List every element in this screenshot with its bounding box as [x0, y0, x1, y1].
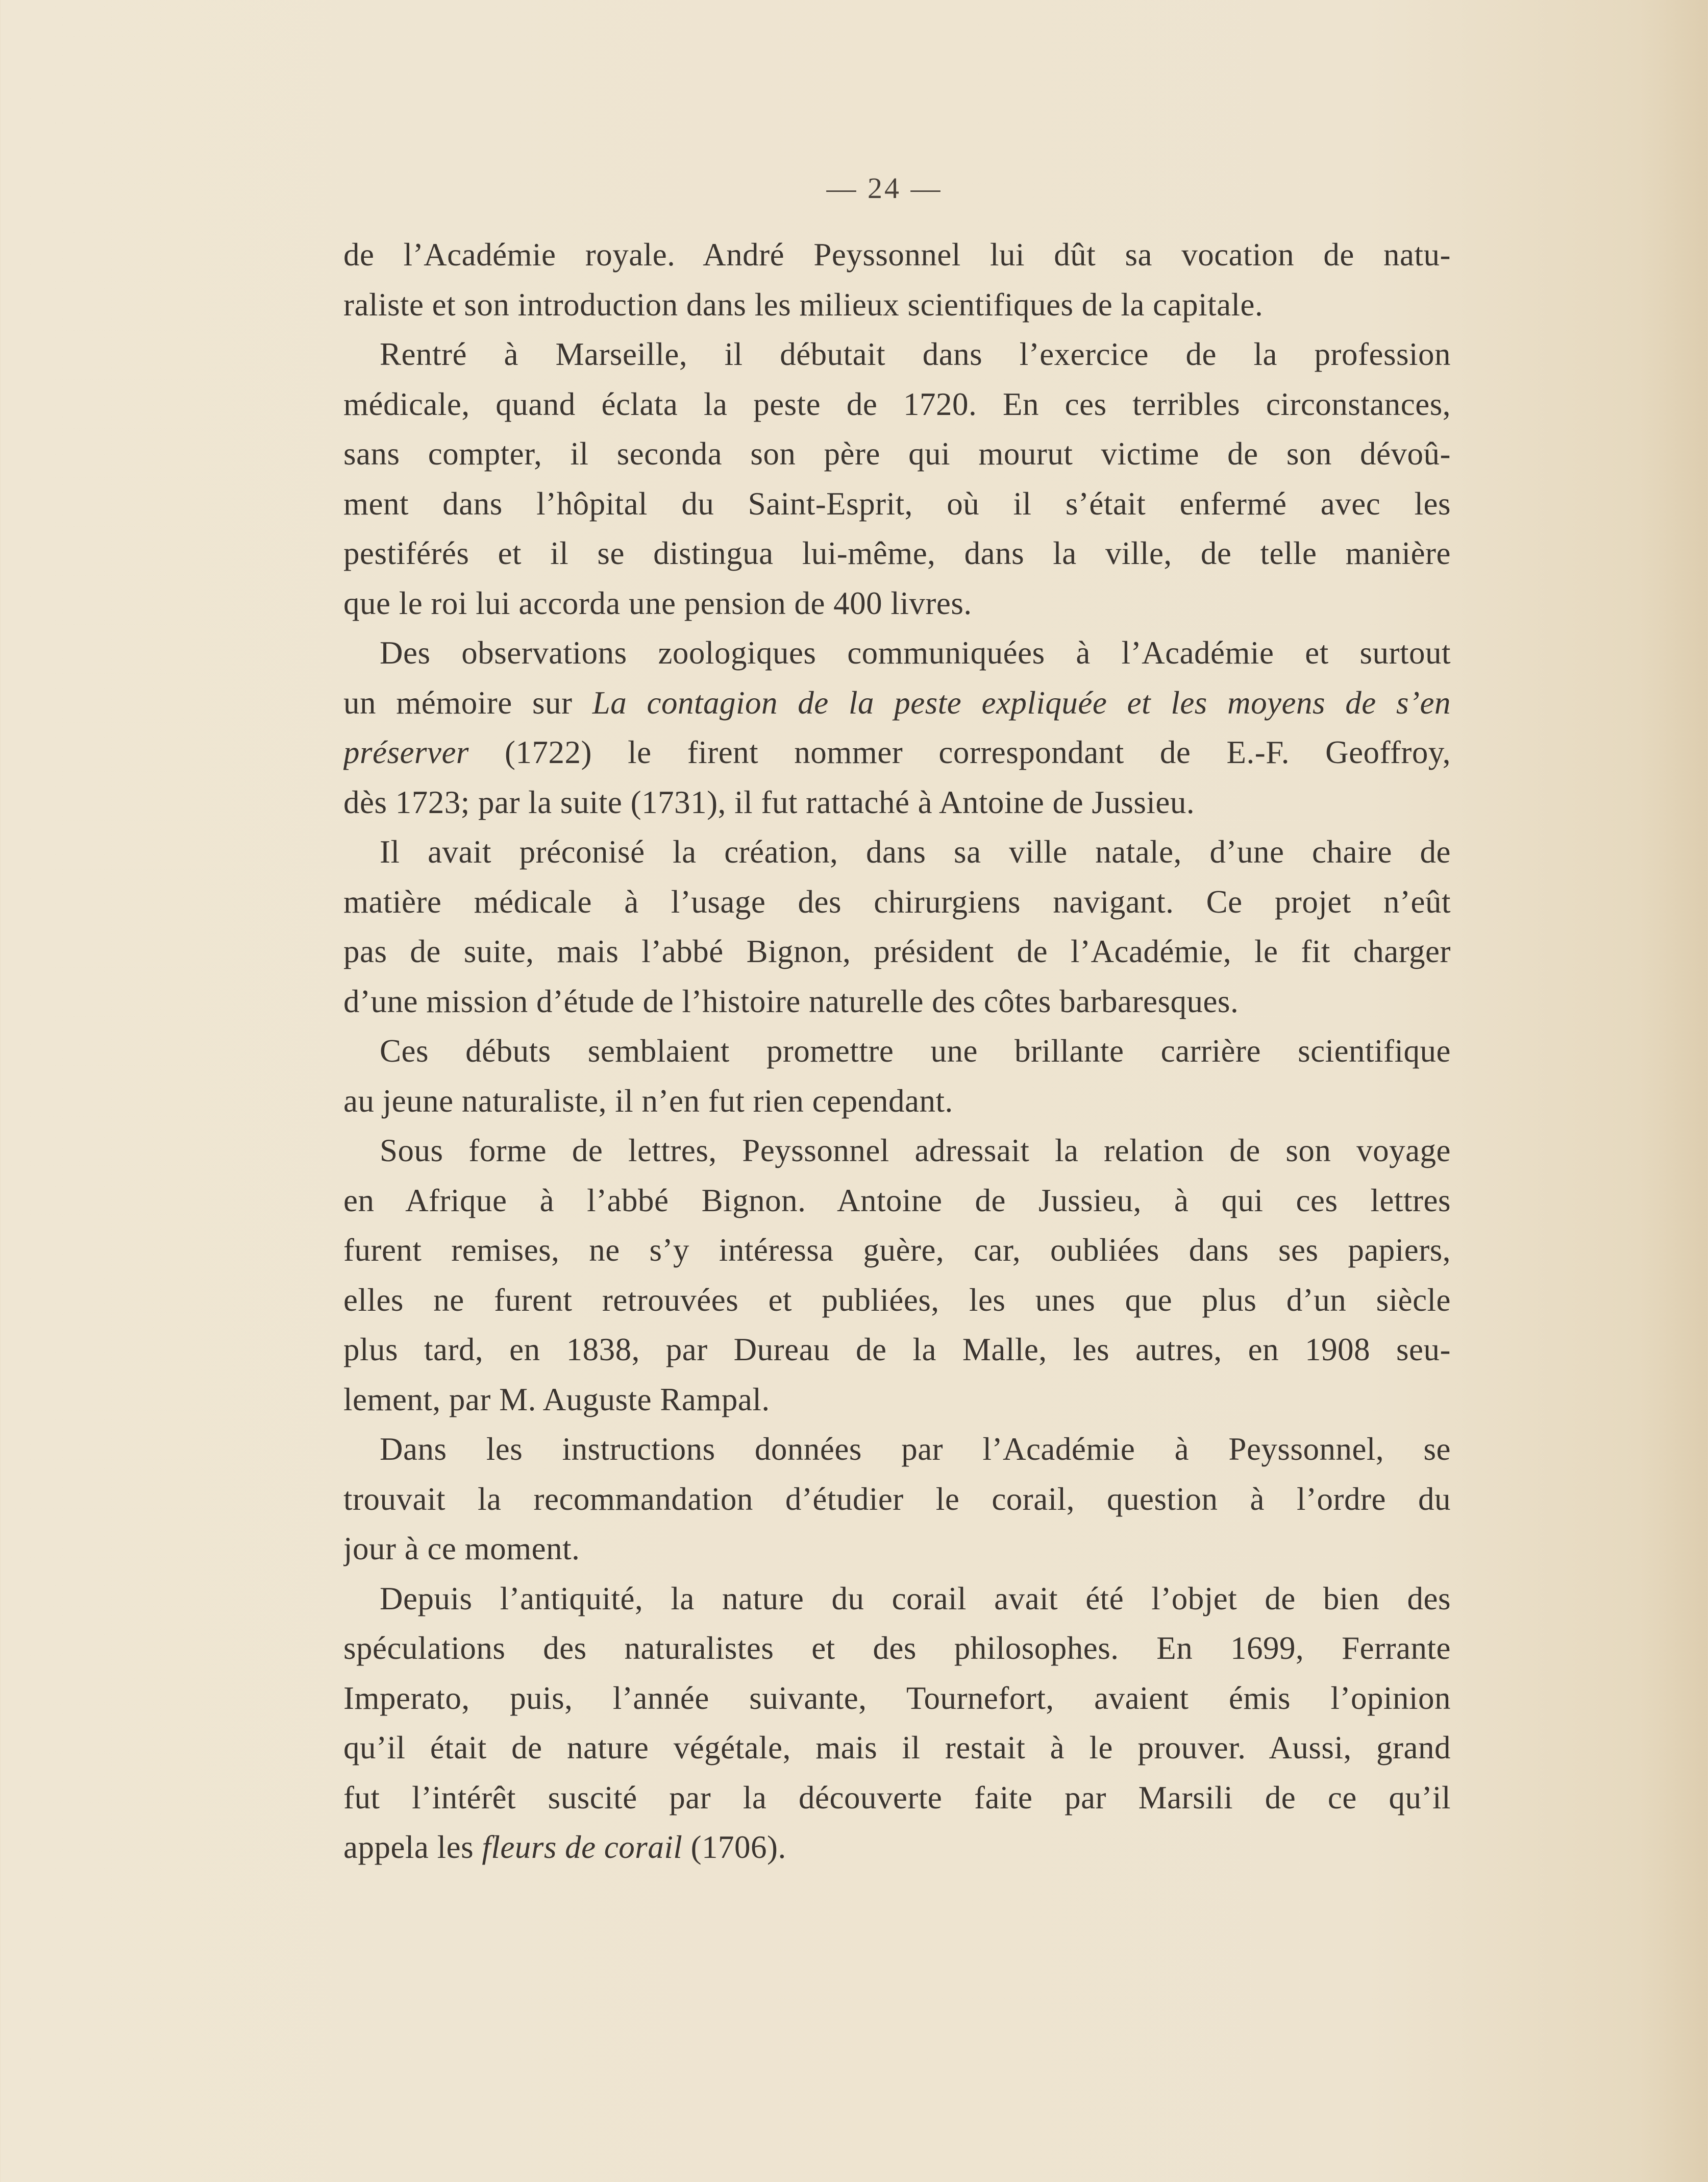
text-segment: Imperato, puis, l’année suivante, Tournefort, avaient émis l’opinion	[343, 1680, 1451, 1716]
text-segment: dès 1723; par la suite (1731), il fut rattaché à Antoine de Jussieu.	[343, 784, 1195, 820]
text-line	[343, 1026, 1451, 1076]
text-line	[343, 330, 1451, 380]
text-segment: furent remises, ne s’y intéressa guère, car, oubliées dans ses papiers,	[343, 1232, 1451, 1268]
text-line	[343, 678, 1451, 728]
text-segment: Des observations zoologiques communiquées à l’Académie et surtout	[380, 635, 1451, 671]
text-line	[343, 628, 1451, 678]
text-line	[343, 280, 1451, 330]
paragraph	[343, 1425, 1451, 1574]
paragraph	[343, 628, 1451, 827]
italic-title-text: préserver	[343, 734, 469, 770]
text-line	[343, 1574, 1451, 1624]
text-segment: Il avait préconisé la création, dans sa ville natale, d’une chaire de	[380, 834, 1451, 870]
text-line	[343, 1475, 1451, 1525]
text-segment: fut l’intérêt suscité par la découverte faite par Marsili de ce qu’il	[343, 1779, 1451, 1816]
text-segment: lement, par M. Auguste Rampal.	[343, 1381, 770, 1417]
italic-title-text: fleurs de corail	[482, 1829, 683, 1865]
text-line	[343, 579, 1451, 629]
text-line	[343, 429, 1451, 479]
text-segment: en Afrique à l’abbé Bignon. Antoine de Jussieu, à qui ces lettres	[343, 1182, 1451, 1218]
text-line	[343, 778, 1451, 828]
text-line	[343, 1325, 1451, 1375]
text-line	[343, 1674, 1451, 1724]
text-segment: Sous forme de lettres, Peyssonnel adressait la relation de son voyage	[380, 1133, 1451, 1168]
text-segment: matière médicale à l’usage des chirurgiens navigant. Ce projet n’eût	[343, 884, 1451, 920]
text-segment: sans compter, il seconda son père qui mourut victime de son dévoû-	[343, 436, 1451, 472]
text-line	[343, 728, 1451, 778]
text-line	[343, 1176, 1451, 1226]
text-segment: d’une mission d’étude de l’histoire naturelle des côtes barbaresques.	[343, 983, 1239, 1019]
text-segment: Ces débuts semblaient promettre une brillante carrière scientifique	[380, 1033, 1451, 1069]
text-line	[343, 1524, 1451, 1574]
text-segment: jour à ce moment.	[343, 1531, 580, 1566]
paragraph	[343, 330, 1451, 628]
text-line	[343, 1225, 1451, 1276]
paragraph	[343, 1026, 1451, 1126]
text-segment: Dans les instructions données par l’Académie à Peyssonnel, se	[380, 1431, 1451, 1467]
text-line	[343, 1723, 1451, 1773]
text-segment: elles ne furent retrouvées et publiées, les unes que plus d’un siècle	[343, 1282, 1451, 1318]
text-segment: plus tard, en 1838, par Dureau de la Malle, les autres, en 1908 seu-	[343, 1332, 1451, 1367]
text-line	[343, 1375, 1451, 1425]
body-text	[343, 230, 1451, 1873]
text-line	[343, 977, 1451, 1027]
text-line	[343, 479, 1451, 529]
text-segment: Rentré à Marseille, il débutait dans l’exercice de la profession	[380, 336, 1451, 372]
text-segment: (1706).	[682, 1829, 786, 1865]
text-segment: (1722) le firent nommer correspondant de E.-F. Geoffroy,	[468, 734, 1451, 770]
text-line	[343, 1624, 1451, 1674]
text-segment: Depuis l’antiquité, la nature du corail avait été l’objet de bien des	[380, 1580, 1451, 1616]
page-number: — 24 —	[826, 171, 943, 205]
text-segment: trouvait la recommandation d’étudier le corail, question à l’ordre du	[343, 1481, 1451, 1517]
text-segment: spéculations des naturalistes et des philosophes. En 1699, Ferrante	[343, 1630, 1451, 1666]
text-line	[343, 1425, 1451, 1475]
text-segment: ment dans l’hôpital du Saint-Esprit, où il s’était enfermé avec les	[343, 485, 1451, 522]
text-line	[343, 877, 1451, 927]
text-line	[343, 927, 1451, 977]
text-line	[343, 1076, 1451, 1126]
text-segment: pas de suite, mais l’abbé Bignon, président de l’Académie, le fit charger	[343, 934, 1451, 969]
text-line	[343, 380, 1451, 430]
text-segment: appela les	[343, 1829, 482, 1865]
text-line	[343, 1126, 1451, 1176]
text-segment: médicale, quand éclata la peste de 1720. En ces terribles circonstances,	[343, 386, 1451, 422]
text-segment: que le roi lui accorda une pension de 400 livres.	[343, 585, 972, 621]
text-line	[343, 1276, 1451, 1326]
paragraph	[343, 1574, 1451, 1873]
text-line	[343, 1773, 1451, 1823]
text-segment: un mémoire sur	[343, 684, 592, 721]
text-line	[343, 1823, 1451, 1873]
italic-title-text: La contagion de la peste expliquée et les moyens de s’en	[592, 684, 1451, 721]
paragraph	[343, 230, 1451, 330]
text-segment: de l’Académie royale. André Peyssonnel lui dût sa vocation de natu-	[343, 237, 1451, 273]
text-line	[343, 230, 1451, 280]
text-line	[343, 529, 1451, 579]
text-segment: pestiférés et il se distingua lui-même, dans la ville, de telle manière	[343, 535, 1451, 571]
text-segment: qu’il était de nature végétale, mais il restait à le prouver. Aussi, grand	[343, 1730, 1451, 1766]
text-segment: raliste et son introduction dans les milieux scientifiques de la capitale.	[343, 286, 1264, 323]
text-line	[343, 827, 1451, 877]
paragraph	[343, 1126, 1451, 1425]
text-segment: au jeune naturaliste, il n’en fut rien cependant.	[343, 1083, 953, 1119]
paragraph	[343, 827, 1451, 1026]
